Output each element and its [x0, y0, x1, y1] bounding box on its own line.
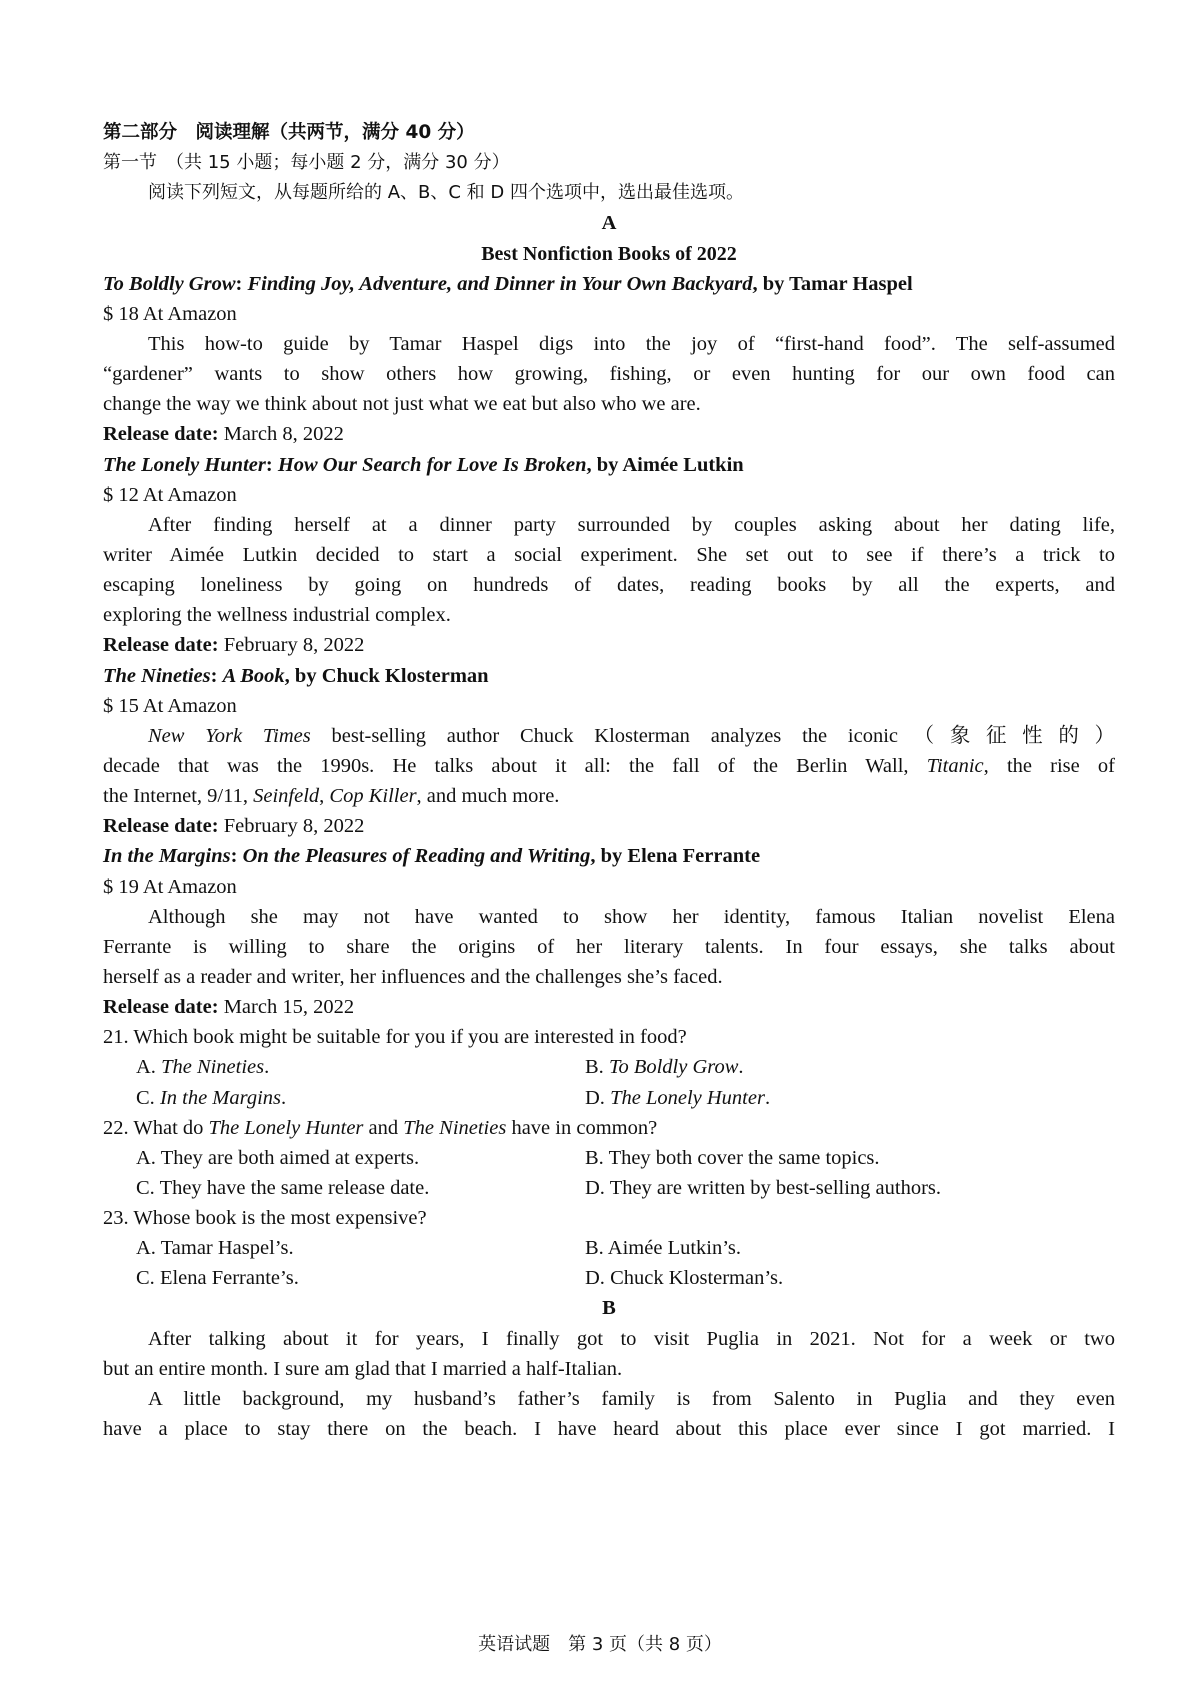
desc-text: the Internet, 9/11, [103, 785, 254, 808]
book-entry [103, 841, 1115, 1022]
book-desc-line: escaping loneliness by going on hundreds of dates, reading books by all the experts, and [103, 574, 1115, 597]
book-desc-line [103, 721, 1115, 751]
option-letter: B. [585, 1237, 608, 1260]
book-desc-line: Ferrante is willing to share the origins of her literary talents. In four essays, she talks about [103, 935, 1115, 958]
option-text: They both cover the same topics. [608, 1146, 880, 1169]
passage-b-line: After talking about it for years, I finally got to visit Puglia in 2021. Not for a week or two [148, 1327, 1115, 1350]
question-stem [103, 1203, 1115, 1233]
release-date [103, 419, 1115, 449]
passage-a-label: A [601, 212, 617, 235]
book-title-line: To Boldly Grow: Finding Joy, Adventure, and Dinner in Your Own Backyard, by Tamar Haspel [103, 272, 913, 295]
book-title-main: In the Margins [103, 845, 231, 868]
option-c[interactable] [103, 1173, 585, 1203]
desc-text: decade that was the 1990s. He talks about it all: the fall of the Berlin Wall, [103, 754, 927, 777]
option-text: They have the same release date. [159, 1176, 430, 1199]
options-row [103, 1052, 1115, 1082]
options-row [103, 1263, 1115, 1293]
question-number: 22. [103, 1116, 129, 1139]
passage-b-line: but an entire month. I sure am glad that I married a half-Italian. [103, 1357, 623, 1380]
question-text: Whose book is the most expensive? [128, 1207, 427, 1230]
book-title-sub: How Our Search for Love Is Broken [277, 453, 587, 476]
option-text: In the Margins [159, 1086, 282, 1109]
option-letter: A. [136, 1146, 161, 1169]
book-price: $ 18 At Amazon [103, 302, 237, 325]
option-text: The Nineties [161, 1056, 265, 1079]
option-text: The Lonely Hunter [610, 1086, 765, 1109]
book-entry [103, 269, 1115, 450]
option-b[interactable] [585, 1143, 1115, 1173]
italic-title: Titanic [926, 754, 984, 777]
italic-title: The Lonely Hunter [208, 1116, 364, 1139]
options-row [103, 1143, 1115, 1173]
book-price: $ 19 At Amazon [103, 875, 237, 898]
desc-text: , [319, 785, 330, 808]
book-desc-line: exploring the wellness industrial complex. [103, 604, 451, 627]
option-a[interactable] [103, 1143, 585, 1173]
instructions: 阅读下列短文，从每题所给的 A、B、C 和 D 四个选项中，选出最佳选项。 [148, 182, 744, 204]
option-letter: D. [585, 1176, 610, 1199]
question-22 [103, 1113, 1115, 1203]
publication-name: New York Times [148, 724, 311, 747]
book-title-line: The Nineties: A Book, by Chuck Klosterman [103, 664, 489, 687]
page-footer: 英语试题 第 3 页（共 8 页） [478, 1634, 722, 1655]
exam-page [103, 118, 1115, 1444]
option-a[interactable] [103, 1233, 585, 1263]
option-text: Tamar Haspel’s. [160, 1237, 294, 1260]
options-row [103, 1233, 1115, 1263]
option-text: They are written by best-selling authors. [609, 1176, 942, 1199]
book-entry [103, 661, 1115, 842]
book-desc-line: Although she may not have wanted to show her identity, famous Italian novelist Elena [148, 905, 1115, 928]
book-price: $ 12 At Amazon [103, 483, 237, 506]
book-desc-line [103, 751, 1115, 781]
passage-b-line: A little background, my husband’s father’s family is from Salento in Puglia and they even [148, 1387, 1115, 1410]
release-label: Release date: [103, 423, 219, 446]
option-letter: C. [136, 1267, 160, 1290]
book-title-main: To Boldly Grow [103, 272, 236, 295]
book-title-sub: Finding Joy, Adventure, and Dinner in Your Own Backyard [247, 272, 753, 295]
book-desc-line: “gardener” wants to show others how growing, fishing, or even hunting for our own food can [103, 363, 1115, 386]
book-price: $ 15 At Amazon [103, 694, 237, 717]
question-number: 23. [103, 1207, 129, 1230]
desc-text: , and much more. [416, 785, 560, 808]
italic-title: Cop Killer [329, 785, 417, 808]
release-date [103, 811, 1115, 841]
options-row [103, 1083, 1115, 1113]
options-row [103, 1173, 1115, 1203]
option-letter: D. [585, 1086, 611, 1109]
book-title-sub: On the Pleasures of Reading and Writing [242, 845, 591, 868]
option-text: They are both aimed at experts. [160, 1146, 420, 1169]
book-desc-line: change the way we think about not just what we eat but also who we are. [103, 393, 701, 416]
option-text: Elena Ferrante’s. [159, 1267, 299, 1290]
book-author: , by Aimée Lutkin [586, 453, 744, 476]
section-title: 第一节 （共 15 小题；每小题 2 分，满分 30 分） [103, 152, 510, 174]
option-text: To Boldly Grow [608, 1056, 739, 1079]
release-date [103, 630, 1115, 660]
question-text: Which book might be suitable for you if you are interested in food? [128, 1026, 687, 1049]
book-title-sub: A Book [222, 664, 285, 687]
release-value: February 8, 2022 [218, 634, 365, 657]
question-stem [103, 1113, 1115, 1143]
release-value: March 8, 2022 [218, 423, 344, 446]
passage-b-line: have a place to stay there on the beach. I have heard about this place ever since I got married. I [103, 1418, 1115, 1441]
option-d[interactable]: D. The Lonely Hunter. [585, 1086, 771, 1109]
book-title-main: The Lonely Hunter [103, 453, 266, 476]
book-title-line: In the Margins: On the Pleasures of Reading and Writing, by Elena Ferrante [103, 845, 761, 868]
question-stem [103, 1022, 1115, 1052]
book-entry [103, 450, 1115, 661]
option-c[interactable]: C. In the Margins. [136, 1086, 287, 1109]
book-desc-line: herself as a reader and writer, her influences and the challenges she’s faced. [103, 965, 723, 988]
option-text: Chuck Klosterman’s. [610, 1267, 784, 1290]
book-desc-line: This how-to guide by Tamar Haspel digs into the joy of “first-hand food”. The self-assumed [148, 332, 1115, 355]
release-value: March 15, 2022 [218, 996, 355, 1019]
question-23 [103, 1203, 1115, 1293]
book-desc-line [103, 781, 1115, 811]
release-label: Release date: [103, 996, 219, 1019]
book-author: , by Tamar Haspel [752, 272, 913, 295]
option-letter: B. [585, 1146, 609, 1169]
book-title-line: The Lonely Hunter: How Our Search for Love Is Broken, by Aimée Lutkin [103, 453, 744, 476]
option-b[interactable]: B. To Boldly Grow. [585, 1056, 744, 1079]
option-letter: B. [585, 1056, 609, 1079]
option-letter: D. [585, 1267, 611, 1290]
passage-b-label: B [602, 1297, 616, 1320]
option-letter: A. [136, 1056, 162, 1079]
option-letter: C. [136, 1176, 160, 1199]
release-date [103, 992, 1115, 1022]
italic-title: The Nineties [403, 1116, 507, 1139]
part-title: 第二部分 阅读理解（共两节，满分 40 分） [103, 122, 475, 143]
desc-text: best-selling author Chuck Klosterman analyzes the iconic（象征性的） [310, 724, 1115, 747]
italic-title: Seinfeld [253, 785, 320, 808]
release-label: Release date: [103, 815, 219, 838]
option-letter: C. [136, 1086, 160, 1109]
book-title-main: The Nineties [103, 664, 211, 687]
book-desc-line: writer Aimée Lutkin decided to start a social experiment. She set out to see if there’s a trick to [103, 543, 1115, 566]
option-letter: A. [136, 1237, 161, 1260]
book-author: , by Chuck Klosterman [284, 664, 489, 687]
question-text: have in common? [506, 1116, 658, 1139]
option-a[interactable]: A. The Nineties. [136, 1056, 270, 1079]
question-text: and [363, 1116, 404, 1139]
desc-text: , the rise of [983, 754, 1115, 777]
book-desc-line: After finding herself at a dinner party surrounded by couples asking about her dating life, [148, 513, 1115, 536]
release-label: Release date: [103, 634, 219, 657]
release-value: February 8, 2022 [218, 815, 365, 838]
question-number: 21. [103, 1026, 129, 1049]
option-d[interactable] [585, 1263, 1115, 1293]
option-b[interactable] [585, 1233, 1115, 1263]
book-author: , by Elena Ferrante [590, 845, 761, 868]
question-text: What do [128, 1116, 209, 1139]
passage-a-title: Best Nonfiction Books of 2022 [481, 242, 737, 265]
option-text: Aimée Lutkin’s. [607, 1237, 742, 1260]
question-21 [103, 1022, 1115, 1112]
option-c[interactable] [103, 1263, 585, 1293]
option-d[interactable] [585, 1173, 1115, 1203]
